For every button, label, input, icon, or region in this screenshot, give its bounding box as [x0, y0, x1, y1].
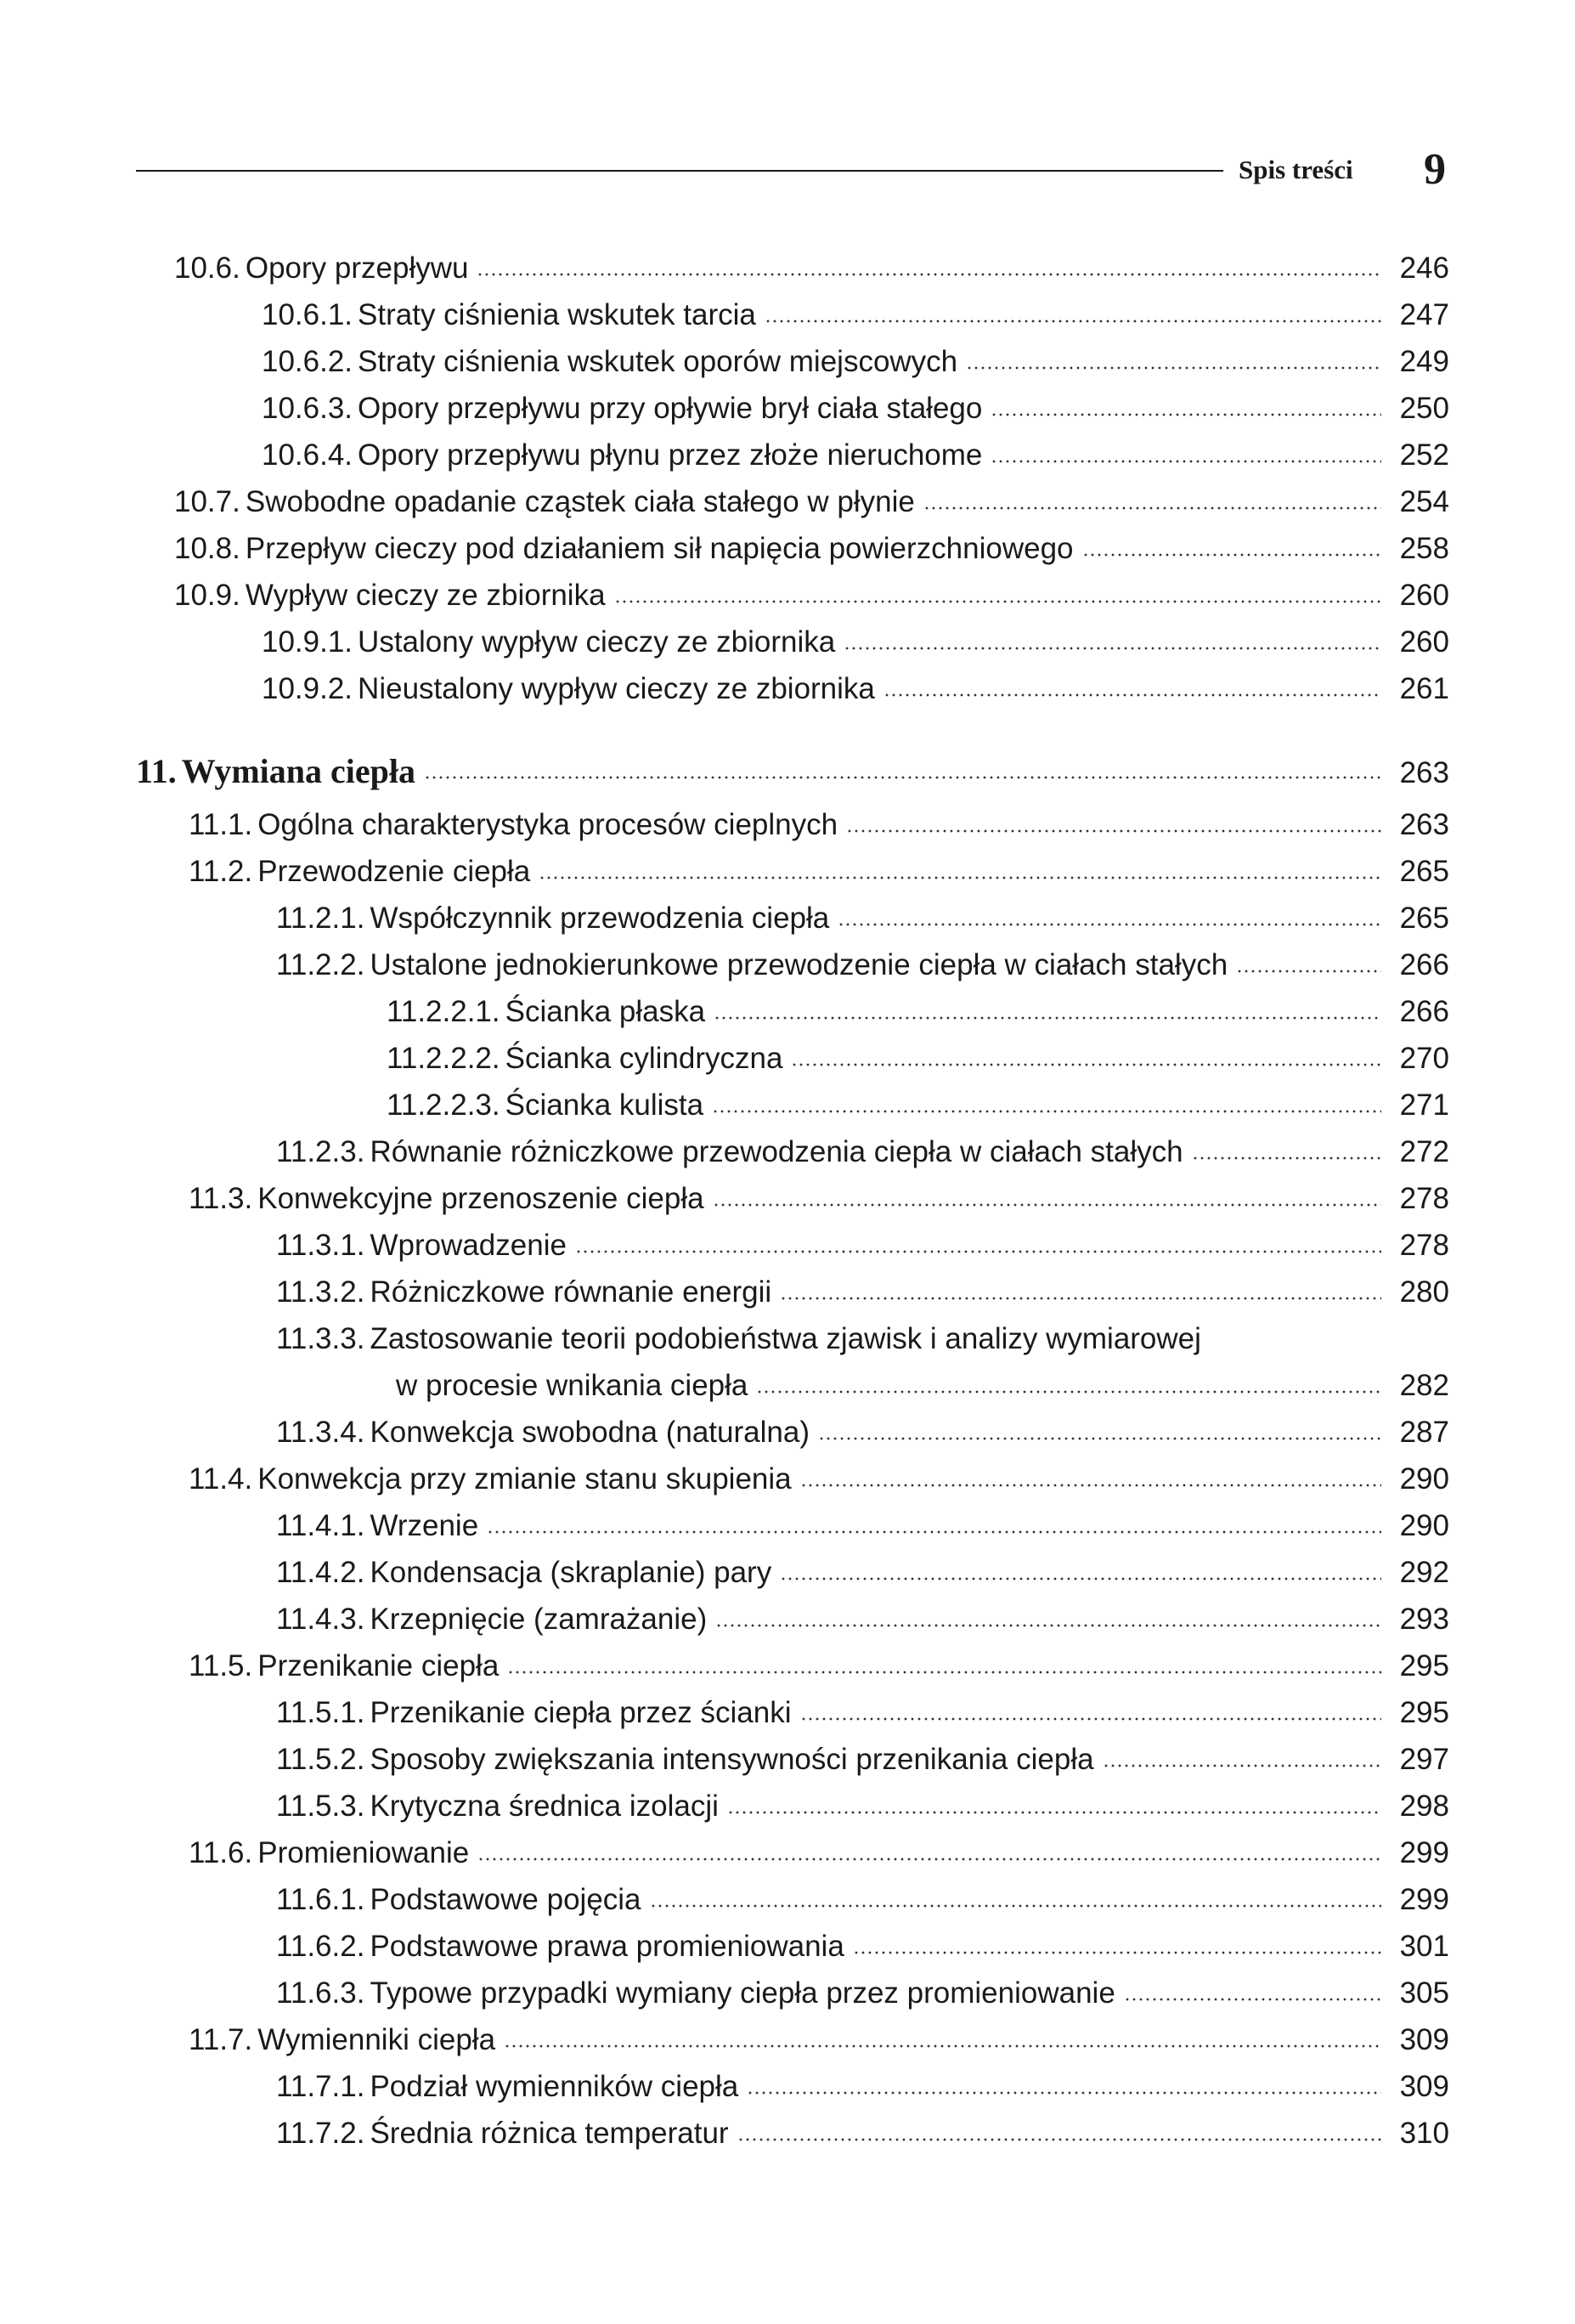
toc-entry-title: Przewodzenie ciepła	[257, 855, 531, 888]
toc-entry-number: 10.9.2.	[262, 672, 353, 705]
toc-leader-dots	[727, 1807, 1381, 1818]
toc-entry-page: 295	[1399, 1649, 1449, 1682]
toc-leader-dots	[780, 1573, 1381, 1585]
toc-entry-page: 301	[1399, 1930, 1449, 1963]
header-section-title: Spis treści	[1239, 155, 1353, 184]
toc-leader-dots	[424, 772, 1381, 783]
toc-entry-page: 280	[1399, 1275, 1449, 1309]
toc-entry	[276, 2112, 1449, 2156]
toc-entry-number: 11.3.2.	[276, 1275, 365, 1309]
toc-entry-title: Konwekcja swobodna (naturalna)	[370, 1416, 810, 1449]
toc-entry-page: 309	[1399, 2023, 1449, 2056]
toc-leader-dots	[853, 1947, 1381, 1959]
toc-entry-title: Podstawowe prawa promieniowania	[370, 1930, 844, 1963]
toc-leader-dots	[883, 689, 1381, 701]
toc-entry-number: 10.6.4.	[262, 438, 353, 472]
toc-entry-title: Wprowadzenie	[370, 1229, 567, 1262]
toc-entry	[276, 1691, 1449, 1735]
toc-entry	[276, 1411, 1449, 1455]
toc-entry-page: 305	[1399, 1976, 1449, 2010]
toc-leader-dots	[756, 1386, 1381, 1398]
toc-entry	[174, 574, 1449, 618]
toc-entry	[276, 1551, 1449, 1595]
toc-entry-page: 310	[1399, 2117, 1449, 2150]
toc-leader-dots	[923, 502, 1381, 514]
toc-entry-title: Średnia różnica temperatur	[370, 2117, 729, 2150]
toc-leader-dots	[575, 1246, 1381, 1258]
toc-entry	[262, 293, 1449, 337]
toc-entry-number: 11.6.2.	[276, 1930, 365, 1963]
toc-leader-dots	[1236, 965, 1381, 977]
toc-entry	[262, 667, 1449, 711]
toc-entry-number: 11.2.2.3.	[387, 1088, 500, 1122]
toc-entry-number: 11.4.3.	[276, 1603, 365, 1636]
toc-entry	[276, 1925, 1449, 1969]
toc-entry-title: Straty ciśnienia wskutek tarcia	[358, 298, 756, 331]
toc-entry-number: 11.7.	[189, 2023, 253, 2056]
toc-entry	[262, 620, 1449, 664]
toc-entry-number: 11.1.	[189, 808, 253, 841]
toc-entry	[276, 2065, 1449, 2109]
toc-entry-title: Krytyczna średnica izolacji	[370, 1790, 719, 1823]
toc-entry-number: 11.2.1.	[276, 902, 365, 935]
toc-entry	[189, 850, 1449, 894]
toc-entry-title: Przenikanie ciepła przez ścianki	[370, 1696, 792, 1729]
toc-leader-dots	[1082, 549, 1381, 561]
toc-entry-number: 11.4.	[189, 1462, 253, 1496]
toc-entry-page: 299	[1399, 1836, 1449, 1869]
toc-entry-title: Ścianka płaska	[505, 995, 706, 1028]
toc-entry-page: 309	[1399, 2070, 1449, 2103]
toc-entry-number: 10.6.	[174, 252, 240, 285]
toc-entry-page: 246	[1399, 252, 1449, 285]
toc-entry-number: 11.5.	[189, 1649, 253, 1682]
toc-entry-number: 11.5.1.	[276, 1696, 365, 1729]
toc-leader-dots	[846, 825, 1381, 837]
toc-entry-number: 11.2.2.2.	[387, 1042, 500, 1075]
toc-leader-dots	[1124, 1993, 1381, 2005]
toc-entry	[276, 1878, 1449, 1922]
toc-entry-number: 11.6.	[189, 1836, 253, 1869]
toc-entry-number: 11.2.2.	[276, 948, 365, 981]
toc-leader-dots	[477, 1853, 1381, 1865]
toc-entry-page: 263	[1399, 808, 1449, 841]
toc-entry-title: Opory przepływu przy opływie brył ciała stałego	[358, 392, 983, 425]
toc-entry-page: 292	[1399, 1556, 1449, 1589]
toc-entry	[276, 943, 1449, 987]
toc-entry-title: Wypływ cieczy ze zbiornika	[245, 579, 606, 612]
toc-entry-title: Krzepnięcie (zamrażanie)	[370, 1603, 708, 1636]
toc-entry-title: Kondensacja (skraplanie) pary	[370, 1556, 772, 1589]
toc-entry-number: 10.6.2.	[262, 345, 353, 378]
toc-entry-title: Typowe przypadki wymiany ciepła przez promieniowanie	[370, 1976, 1115, 2010]
toc-entry-page: 258	[1399, 532, 1449, 565]
toc-entry-page: 278	[1399, 1229, 1449, 1262]
toc-entry-page: 260	[1399, 579, 1449, 612]
toc-entry	[189, 1831, 1449, 1875]
toc-leader-dots	[791, 1059, 1381, 1071]
toc-entry	[387, 1083, 1449, 1128]
toc-leader-dots	[838, 919, 1381, 930]
toc-entry	[276, 1130, 1449, 1174]
toc-entry-title: Swobodne opadanie cząstek ciała stałego w płynie	[245, 485, 915, 518]
toc-entry-number: 11.3.	[189, 1182, 253, 1215]
toc-entry-page: 271	[1399, 1088, 1449, 1122]
toc-entry	[276, 1224, 1449, 1268]
toc-entry-page: 247	[1399, 298, 1449, 331]
toc-entry-number: 10.9.	[174, 579, 240, 612]
toc-entry	[189, 2018, 1449, 2062]
toc-entry-title: Opory przepływu	[245, 252, 469, 285]
toc-entry-page: 250	[1399, 392, 1449, 425]
toc-leader-dots	[507, 1666, 1381, 1678]
toc-entry-page: 252	[1399, 438, 1449, 472]
toc-entry-number: 10.9.1.	[262, 625, 353, 659]
toc-leader-dots	[800, 1713, 1381, 1725]
toc-entry-title: Podział wymienników ciepła	[370, 2070, 739, 2103]
toc-entry	[276, 1504, 1449, 1548]
toc-entry-number: 11.2.3.	[276, 1135, 365, 1168]
toc-entry-number: 11.3.3.	[276, 1322, 365, 1355]
toc-entry-page: 260	[1399, 625, 1449, 659]
toc-entry	[276, 896, 1449, 941]
toc-entry-number: 11.7.2.	[276, 2117, 365, 2150]
toc-entry	[387, 1037, 1449, 1081]
toc-entry-number: 11.4.1.	[276, 1509, 365, 1542]
toc-chapter-entry	[136, 749, 1449, 794]
toc-entry	[262, 340, 1449, 384]
toc-leader-dots	[991, 409, 1381, 421]
toc-leader-dots	[715, 1620, 1381, 1631]
toc-entry-number: 11.6.1.	[276, 1883, 365, 1916]
toc-entry	[189, 803, 1449, 847]
toc-leader-dots	[780, 1292, 1381, 1304]
toc-entry-page: 287	[1399, 1416, 1449, 1449]
toc-entry-page: 295	[1399, 1696, 1449, 1729]
header-page-number: 9	[1424, 145, 1446, 194]
toc-entry-title-continuation: w procesie wnikania ciepła	[396, 1369, 748, 1402]
toc-entry-number: 11.4.2.	[276, 1556, 365, 1589]
toc-entry	[189, 1644, 1449, 1688]
toc-leader-dots	[737, 2134, 1381, 2146]
toc-entry	[276, 1784, 1449, 1829]
toc-entry-number: 11.3.1.	[276, 1229, 365, 1262]
toc-entry-title: Nieustalony wypływ cieczy ze zbiornika	[358, 672, 875, 705]
toc-entry-title: Ścianka cylindryczna	[505, 1042, 783, 1075]
toc-leader-dots	[504, 2040, 1381, 2052]
toc-entry-page: 266	[1399, 995, 1449, 1028]
toc-entry	[262, 433, 1449, 478]
toc-entry-number: 11.5.2.	[276, 1743, 365, 1776]
toc-entry	[262, 387, 1449, 431]
toc-entry-title: Zastosowanie teorii podobieństwa zjawisk i analizy wymiarowej	[370, 1322, 1201, 1355]
toc-entry	[276, 1270, 1449, 1315]
toc-entry-number: 10.7.	[174, 485, 240, 518]
toc-leader-dots	[966, 362, 1381, 374]
toc-entry-page: 272	[1399, 1135, 1449, 1168]
toc-leader-dots	[487, 1526, 1381, 1538]
toc-entry	[174, 246, 1449, 291]
toc-entry-page: 265	[1399, 902, 1449, 935]
toc-leader-dots	[714, 1012, 1381, 1024]
toc-entry-number: 11.6.3.	[276, 1976, 365, 2010]
toc-entry-title: Przepływ cieczy pod działaniem sił napięcia powierzchniowego	[245, 532, 1074, 565]
toc-leader-dots	[800, 1479, 1381, 1491]
toc-leader-dots	[765, 315, 1381, 327]
toc-entry-continuation	[391, 1364, 1449, 1408]
toc-entry	[276, 1597, 1449, 1642]
toc-entry-page: 299	[1399, 1883, 1449, 1916]
toc-leader-dots	[991, 455, 1381, 467]
toc-entry-title: Konwekcja przy zmianie stanu skupienia	[257, 1462, 792, 1496]
toc-leader-dots	[477, 269, 1381, 280]
toc-entry	[174, 480, 1449, 524]
toc-leader-dots	[747, 2087, 1381, 2099]
toc-entry-number: 11.5.3.	[276, 1790, 365, 1823]
toc-entry-title: Różniczkowe równanie energii	[370, 1275, 772, 1309]
toc-entry-page: 290	[1399, 1462, 1449, 1496]
toc-entry-title: Przenikanie ciepła	[257, 1649, 500, 1682]
toc-entry	[174, 527, 1449, 571]
toc-entry-title: Konwekcyjne przenoszenie ciepła	[257, 1182, 704, 1215]
toc-entry	[276, 1738, 1449, 1782]
toc-entry-page: 266	[1399, 948, 1449, 981]
toc-entry-page: 249	[1399, 345, 1449, 378]
toc-leader-dots	[1192, 1152, 1381, 1164]
toc-entry-number: 11.7.1.	[276, 2070, 365, 2103]
toc-entry-title: Promieniowanie	[257, 1836, 470, 1869]
toc-entry-page: 254	[1399, 485, 1449, 518]
toc-entry-number: 10.6.3.	[262, 392, 353, 425]
toc-entry	[276, 1971, 1449, 2016]
toc-entry-page: 278	[1399, 1182, 1449, 1215]
toc-entry-number: 10.6.1.	[262, 298, 353, 331]
toc-leader-dots	[844, 642, 1381, 654]
toc-entry-title: Wymiana ciepła	[181, 752, 415, 790]
toc-entry-title: Współczynnik przewodzenia ciepła	[370, 902, 830, 935]
toc-entry-title: Ogólna charakterystyka procesów cieplnych	[257, 808, 838, 841]
toc-leader-dots	[713, 1199, 1381, 1211]
toc-entry-title: Ścianka kulista	[505, 1088, 704, 1122]
toc-leader-dots	[539, 872, 1381, 884]
toc-entry-title: Równanie różniczkowe przewodzenia ciepła w ciałach stałych	[370, 1135, 1183, 1168]
toc-entry-page: 265	[1399, 855, 1449, 888]
toc-entry	[276, 1317, 1449, 1361]
toc-leader-dots	[1103, 1760, 1381, 1772]
toc-entry-title: Wrzenie	[370, 1509, 479, 1542]
toc-entry-page: 263	[1399, 756, 1449, 789]
toc-entry-title: Wymienniki ciepła	[257, 2023, 496, 2056]
toc-entry-title: Straty ciśnienia wskutek oporów miejscowych	[358, 345, 958, 378]
toc-leader-dots	[712, 1105, 1381, 1117]
toc-entry-page: 261	[1399, 672, 1449, 705]
header-rule	[136, 170, 1223, 172]
toc-entry	[189, 1177, 1449, 1221]
toc-entry-page: 297	[1399, 1743, 1449, 1776]
toc-entry-title: Opory przepływu płynu przez złoże nieruchome	[358, 438, 983, 472]
toc-entry	[189, 1457, 1449, 1501]
toc-entry-page: 298	[1399, 1790, 1449, 1823]
toc-entry-number: 11.2.2.1.	[387, 995, 500, 1028]
toc-leader-dots	[650, 1900, 1381, 1912]
toc-leader-dots	[818, 1433, 1381, 1445]
toc-entry-page: 293	[1399, 1603, 1449, 1636]
toc-entry-page: 282	[1399, 1369, 1449, 1402]
toc-entry-title: Podstawowe pojęcia	[370, 1883, 641, 1916]
toc-entry-number: 10.8.	[174, 532, 240, 565]
toc-entry-page: 270	[1399, 1042, 1449, 1075]
toc-entry-page: 290	[1399, 1509, 1449, 1542]
running-header	[136, 145, 1461, 202]
toc-entry	[387, 990, 1449, 1034]
toc-entry-number: 11.	[136, 752, 177, 790]
toc-entry-title: Ustalone jednokierunkowe przewodzenie ciepła w ciałach stałych	[370, 948, 1228, 981]
toc-entry-title: Sposoby zwiększania intensywności przenikania ciepła	[370, 1743, 1094, 1776]
toc-entry-number: 11.2.	[189, 855, 253, 888]
toc-leader-dots	[614, 596, 1381, 608]
toc-entry-title: Ustalony wypływ cieczy ze zbiornika	[358, 625, 836, 659]
toc-entry-number: 11.3.4.	[276, 1416, 365, 1449]
